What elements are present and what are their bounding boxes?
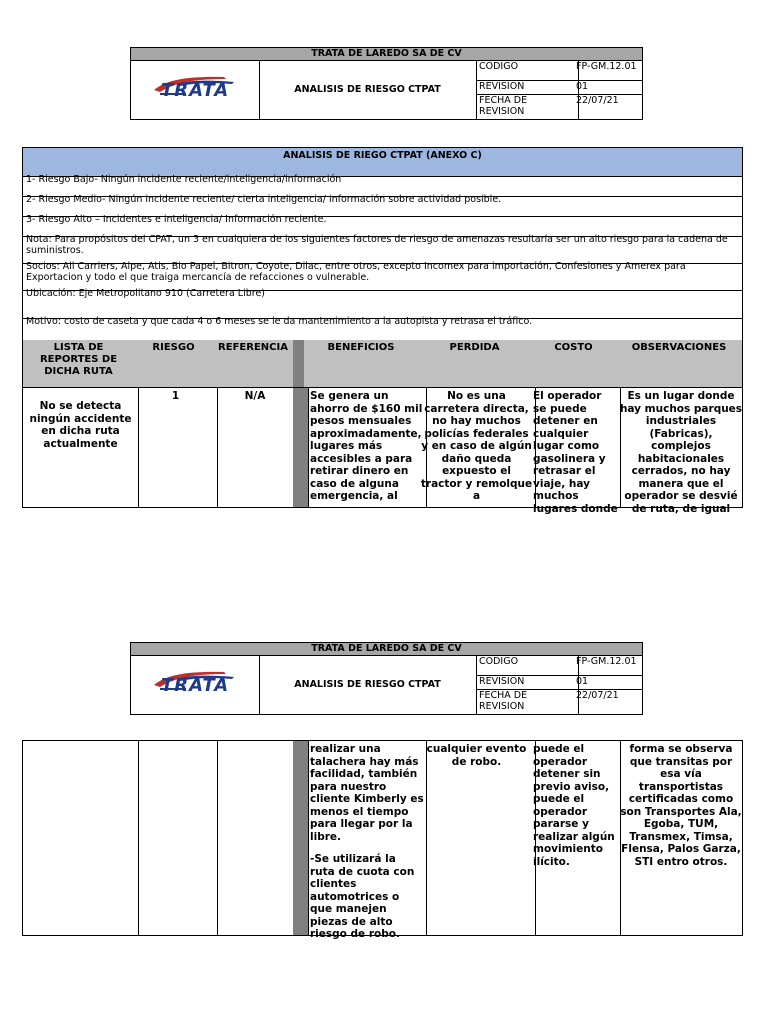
meta-row-fecha bbox=[476, 689, 642, 715]
meta-row-fecha bbox=[476, 94, 642, 120]
meta-table bbox=[476, 60, 642, 119]
risk-level-3: 3- Riesgo Alto – Incidentes e inteligencia/ Información reciente. bbox=[23, 212, 742, 237]
cell-perdida: cualquier evento de robo. bbox=[418, 741, 536, 935]
table-row bbox=[23, 388, 743, 515]
header-riesgo: RIESGO bbox=[134, 340, 214, 387]
company-name: TRATA DE LAREDO SA DE CV bbox=[131, 643, 642, 656]
cell-costo: puede el operador detener sin previo aviso, puede el operador pararse y realizar algún movimiento ilícito. bbox=[531, 741, 621, 935]
header-observaciones: OBSERVACIONES bbox=[616, 340, 742, 387]
cell-beneficios bbox=[304, 741, 427, 940]
meta-key: CODIGO bbox=[476, 60, 579, 80]
logo-cell bbox=[131, 60, 260, 119]
meta-table bbox=[476, 655, 642, 714]
cell-referencia bbox=[213, 741, 298, 935]
risk-level-2: 2- Riesgo Medio- Ningún incidente reciente/ cierta inteligencia/ información sobre actividad posible. bbox=[23, 192, 742, 217]
table-row bbox=[23, 741, 742, 940]
annex-table bbox=[22, 147, 743, 515]
header-costo: COSTO bbox=[531, 340, 617, 387]
risk-level-1: 1- Riesgo Bajo- Ningún incidente reciente/inteligencia/información bbox=[23, 172, 742, 197]
cell-observaciones: Es un lugar donde hay muchos parques industriales (Fabricas), complejos habitacionales cerrados, no hay manera que el operador se desvié de ruta, de igual bbox=[619, 390, 743, 515]
cell-riesgo bbox=[134, 741, 218, 935]
cell-observaciones: forma se observa que transitas por esa vía transportistas certificadas como son Transportes Ala, Egoba, TUM, Transmex, Timsa, Flensa, Palos Garza, STI entro otros. bbox=[620, 743, 742, 868]
meta-value: 22/07/21 bbox=[576, 95, 619, 106]
beneficios-text-a: realizar una talachera hay más facilidad, también para nuestro cliente Kimberly es menos el tiempo para llegar por la libre. bbox=[310, 743, 424, 843]
meta-key: REVISION bbox=[476, 675, 579, 689]
meta-value: 22/07/21 bbox=[576, 690, 619, 701]
document-header bbox=[130, 47, 643, 120]
cell-beneficios: Se genera un ahorro de $160 mil pesos mensuales aproximadamente, lugares más accesibles a para retirar dinero en caso de alguna emergencia, al bbox=[304, 388, 427, 507]
cell-perdida: No es una carretera directa, no hay muchos policías federales y en caso de algún daño queda expuesto el tractor y remolque a bbox=[418, 388, 536, 507]
document-title: ANALISIS DE RIESGO CTPAT bbox=[259, 655, 477, 714]
meta-key: REVISION bbox=[476, 80, 579, 94]
meta-value: FP-GM.12.01 bbox=[576, 61, 637, 72]
socios: Socios: All Carriers, Alpe, Atis, Bio Papel, Bitron, Coyote, Dilac, entre otros, excepto Incomex para importación, Confesiones y Amerex para Exportacion y todo el que traiga mercancía de refacciones o vulnerable. bbox=[23, 259, 742, 291]
company-name: TRATA DE LAREDO SA DE CV bbox=[131, 48, 642, 61]
cell-lista bbox=[23, 741, 139, 935]
meta-value: FP-GM.12.01 bbox=[576, 656, 637, 667]
cell-costo: El operador se puede detener en cualquier lugar como gasolinera y retrasar el viaje, hay muchos lugares donde bbox=[531, 388, 621, 507]
header-referencia: REFERENCIA bbox=[213, 340, 294, 387]
header-lista: LISTA DE REPORTES DE DICHA RUTA bbox=[23, 340, 135, 387]
meta-key: CODIGO bbox=[476, 655, 579, 675]
header-beneficios: BENEFICIOS bbox=[304, 340, 419, 387]
document-title: ANALISIS DE RIESGO CTPAT bbox=[259, 60, 477, 119]
meta-row-codigo bbox=[476, 60, 642, 81]
logo-cell bbox=[131, 655, 260, 714]
header-perdida: PERDIDA bbox=[418, 340, 532, 387]
continuation-table bbox=[22, 740, 743, 940]
meta-value: 01 bbox=[576, 676, 589, 687]
meta-row-revision bbox=[476, 80, 642, 95]
cell-lista: No se detecta ningún accidente en dicha ruta actualmente bbox=[23, 388, 139, 507]
ubicacion: Ubicación: Eje Metropolitano 910 (Carretera Libre) bbox=[23, 286, 742, 319]
beneficios-text-b: -Se utilizará la ruta de cuota con clientes automotrices o que manejen piezas de alto riesgo de robo. bbox=[310, 853, 415, 940]
meta-row-codigo bbox=[476, 655, 642, 676]
meta-key: FECHA DE REVISION bbox=[476, 689, 579, 715]
document-header bbox=[130, 642, 643, 715]
cell-referencia: N/A bbox=[213, 388, 298, 507]
meta-value: 01 bbox=[576, 81, 589, 92]
logo-text: TRATA bbox=[161, 80, 230, 101]
cell-riesgo: 1 bbox=[134, 388, 218, 507]
nota: Nota: Para propósitos del CPAT, un 3 en cualquiera de los siguientes factores de riesgo de amenazas resultaría ser un alto riesgo para la cadena de suministros. bbox=[23, 232, 742, 264]
annex-title: ANALISIS DE RIEGO CTPAT (ANEXO C) bbox=[23, 148, 742, 177]
motivo: Motivo: costo de caseta y que cada 4 o 6 meses se le da mantenimiento a la autopista y retrasa el tráfico. bbox=[23, 314, 742, 345]
meta-row-revision bbox=[476, 675, 642, 690]
logo-text: TRATA bbox=[161, 675, 230, 696]
column-header-row bbox=[23, 340, 742, 388]
meta-key: FECHA DE REVISION bbox=[476, 94, 579, 120]
